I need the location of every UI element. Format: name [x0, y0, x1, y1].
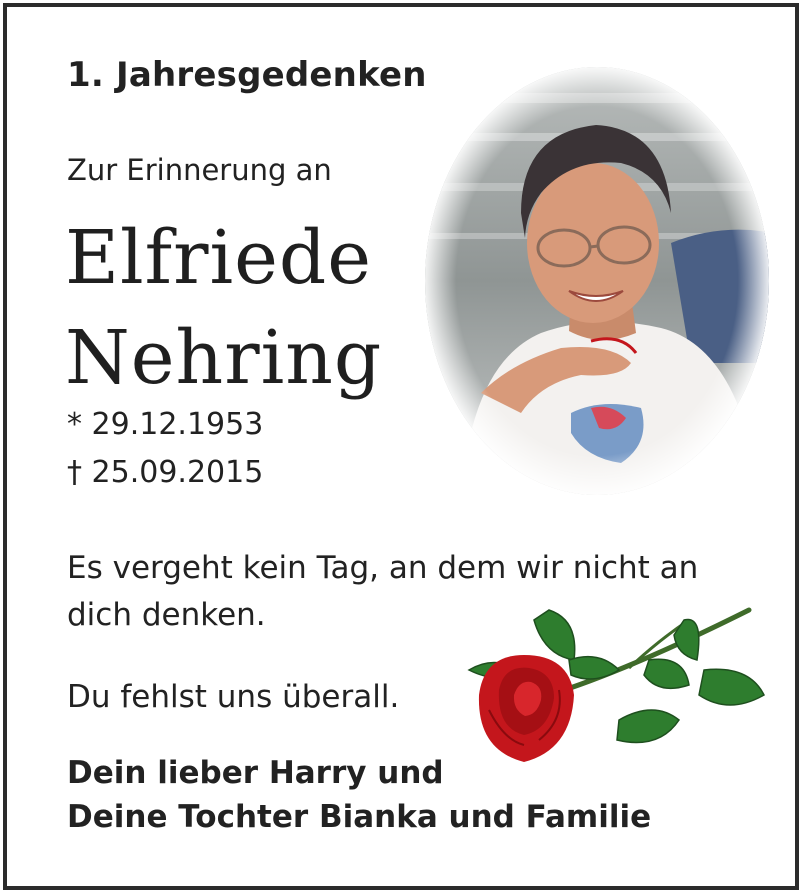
missing-text: Du fehlst uns überall. — [67, 679, 400, 715]
first-name: Elfriede — [65, 215, 373, 301]
birth-date: * 29.12.1953 — [67, 407, 264, 442]
last-name: Nehring — [65, 315, 383, 401]
portrait-photo — [421, 63, 773, 499]
death-date: † 25.09.2015 — [67, 455, 264, 490]
red-rose-icon — [459, 600, 769, 780]
intro-text: Zur Erinnerung an — [67, 153, 332, 187]
signature-line-2: Deine Tochter Bianka und Familie — [67, 799, 652, 835]
memorial-notice — [3, 3, 799, 890]
signature-line-1: Dein lieber Harry und — [67, 755, 444, 791]
notice-heading: 1. Jahresgedenken — [67, 55, 427, 95]
memorial-quote: Es vergeht kein Tag, an dem wir nicht an dich denken. — [67, 550, 699, 633]
